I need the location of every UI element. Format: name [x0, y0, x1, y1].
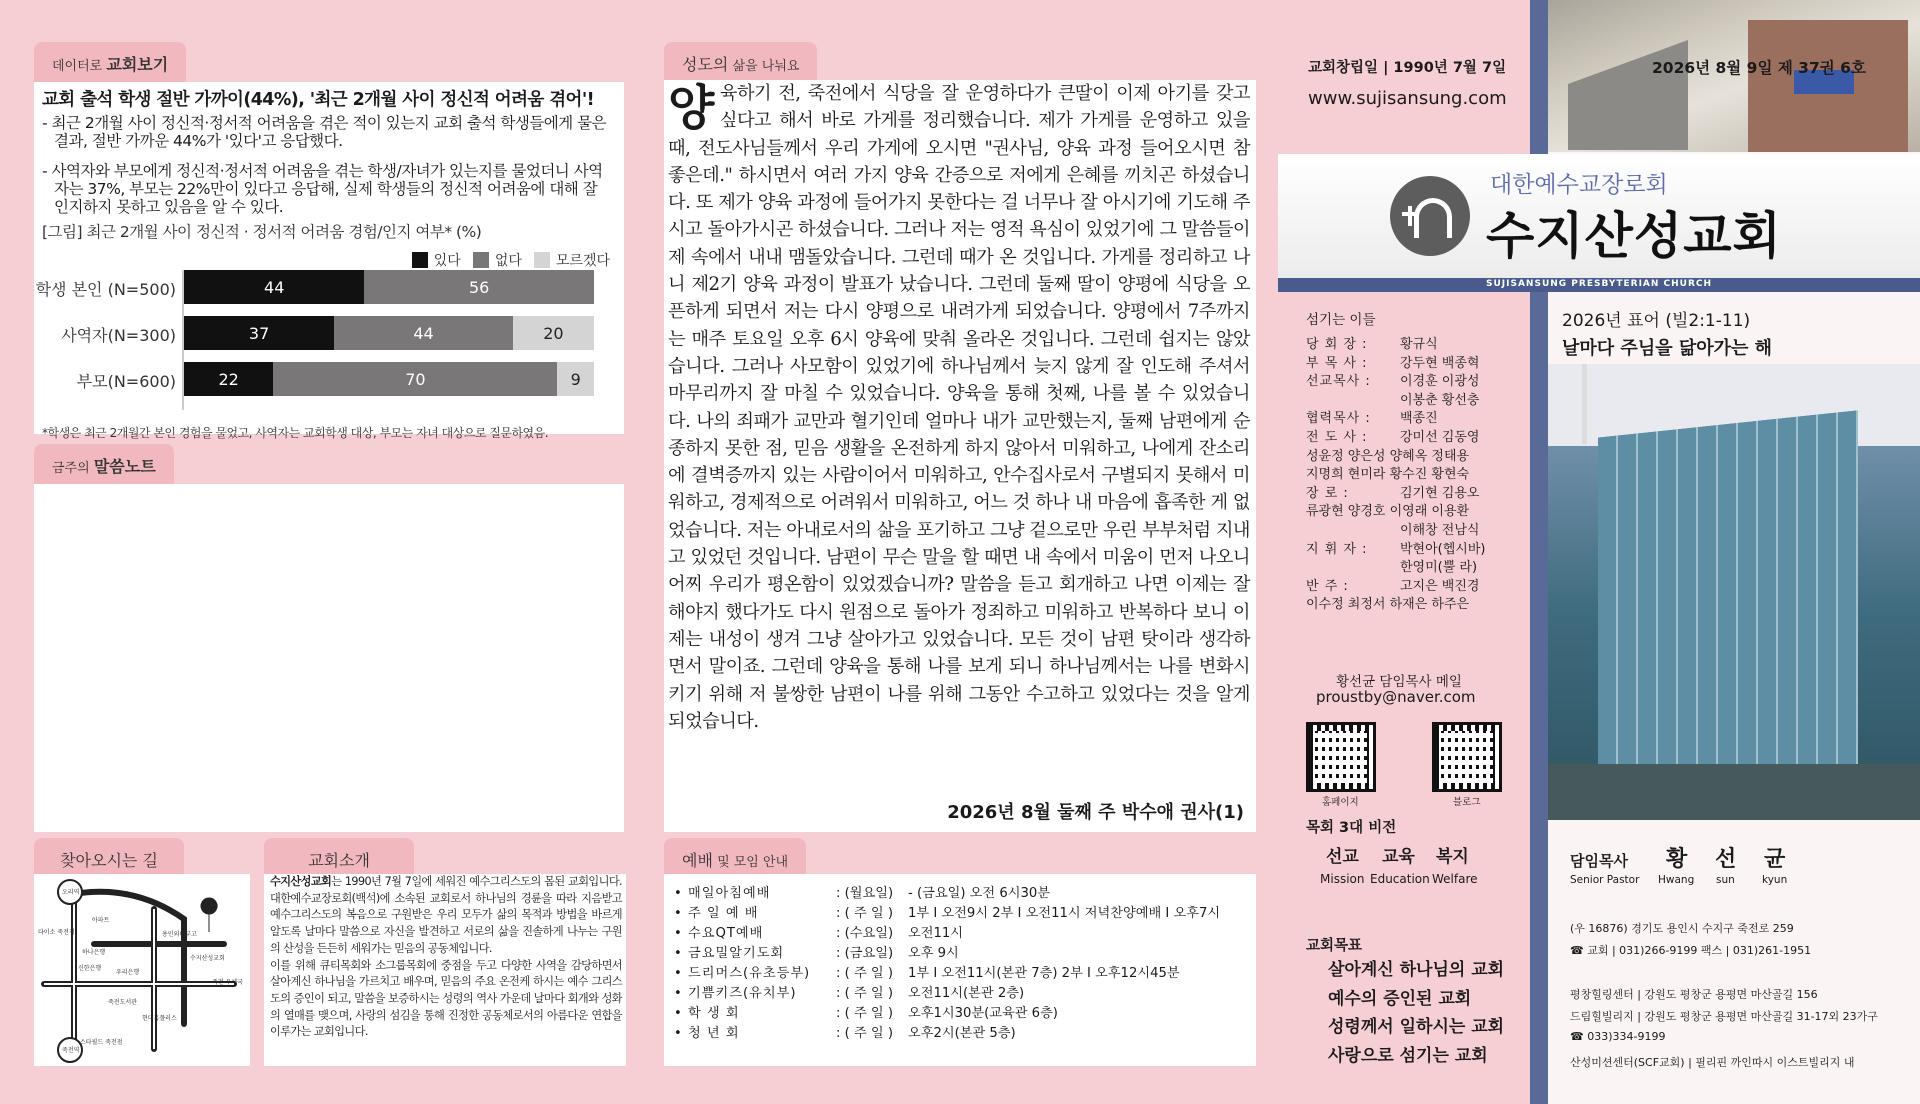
staff-row — [1306, 522, 1546, 541]
pastor-email[interactable]: proustby@naver.com — [1316, 688, 1476, 706]
staff-names: 지명희 현미라 황수진 황현숙 — [1306, 467, 1470, 483]
vision-item-mission: 선교 — [1326, 847, 1359, 867]
schedule-day: : ( 주 일 ) — [836, 966, 893, 981]
svg-text:오리역: 오리역 — [62, 889, 80, 896]
schedule-name: 기쁨키즈(유치부) — [688, 986, 797, 1001]
goal-item: 예수의 증인된 교회 — [1328, 988, 1472, 1009]
vision-en-welfare: Welfare — [1432, 872, 1478, 886]
goals-list — [1328, 956, 1504, 1070]
vision-en-mission: Mission — [1320, 872, 1365, 886]
svg-text:스타필드 죽전점: 스타필드 죽전점 — [80, 1039, 123, 1046]
bullet-icon: • — [674, 986, 682, 1001]
staff-names: 고지은 백진경 — [1400, 578, 1480, 594]
schedule-row — [674, 984, 1254, 1004]
sermon-note-tab: 금주의 말씀노트 — [34, 444, 174, 484]
staff-row — [1306, 410, 1546, 429]
schedule-name: 매일아침예배 — [688, 886, 771, 901]
arch-icon — [1414, 198, 1452, 238]
staff-names: 김기현 김용오 — [1400, 485, 1480, 501]
bar-category-label: 학생 본인 (N=500) — [35, 280, 176, 299]
cross-tower-icon — [1582, 364, 1587, 444]
cross-icon — [1408, 206, 1412, 226]
schedule-day: : ( 주 일 ) — [836, 986, 893, 1001]
staff-names: 이봉춘 황선충 — [1400, 392, 1480, 408]
svg-text:용인외대부고: 용인외대부고 — [162, 931, 197, 938]
pastor-name-1: 황 — [1666, 847, 1688, 872]
center-phone: ☎ 033)334-9199 — [1570, 1030, 1666, 1043]
phone-icon: ☎ — [1570, 1030, 1588, 1043]
chart-footnote: *학생은 최근 2개월간 본인 경험을 물었고, 사역자는 교회학생 대상, 부모는 자녀 대상으로 질문하였음. — [42, 426, 549, 440]
pastor-name-en-3: kyun — [1762, 874, 1788, 886]
bar-segment — [184, 270, 364, 304]
bullet-icon: • — [674, 1026, 682, 1041]
goal-item: 성령께서 일하시는 교회 — [1328, 1017, 1505, 1037]
issue-date: 2026년 8월 9일 제 37권 6호 — [1652, 59, 1866, 77]
stacked-bar-chart — [34, 270, 624, 420]
pastor-name-2: 선 — [1715, 847, 1737, 872]
map-svg — [34, 874, 250, 1066]
staff-row — [1306, 392, 1546, 411]
staff-row — [1306, 503, 1546, 522]
legend-item-unknown: 모르겠다 — [534, 250, 610, 270]
english-name-bar — [1278, 278, 1920, 292]
homepage-qr-code[interactable] — [1306, 722, 1376, 792]
stacked-bar — [184, 316, 594, 350]
testimony-signature: 2026년 8월 둘째 주 박수애 권사(1) — [947, 802, 1244, 823]
schedule-day: : (수요일) — [836, 926, 894, 941]
schedule-day: : (금요일) — [836, 946, 894, 961]
pastor-email-label: 황선균 담임목사 메일 — [1336, 674, 1462, 690]
qr-blog-label: 블로그 — [1453, 797, 1481, 808]
bar-row — [34, 270, 624, 304]
church-location-pin — [201, 898, 217, 932]
bar-data-label: 44 — [264, 277, 285, 297]
staff-role — [1306, 392, 1400, 411]
schedule-list — [674, 884, 1254, 1044]
staff-names: 박현아(헵시바) — [1400, 541, 1486, 557]
bar-data-label: 56 — [469, 277, 490, 297]
schedule-row — [674, 1024, 1254, 1044]
bar-data-label: 22 — [218, 369, 239, 389]
schedule-name: 금요밀알기도회 — [688, 946, 785, 961]
staff-role: 반 주 : — [1306, 578, 1349, 594]
schedule-row — [674, 964, 1254, 984]
schedule-day: : ( 주 일 ) — [836, 906, 893, 921]
staff-row — [1306, 541, 1546, 560]
bullet-icon: • — [674, 926, 682, 941]
svg-text:다이소 죽전점: 다이소 죽전점 — [38, 929, 75, 936]
svg-text:신한은행: 신한은행 — [78, 965, 102, 972]
qr-home-label: 홈페이지 — [1322, 797, 1359, 808]
staff-row — [1306, 448, 1546, 467]
bar-segment — [273, 362, 557, 396]
mission-center: 산성미션센터(SCF교회) | 필리핀 까인따시 이스트빌리지 내 — [1570, 1056, 1855, 1069]
staff-row — [1306, 336, 1546, 355]
staff-role: 장 로 : — [1306, 485, 1349, 501]
svg-text:하나은행: 하나은행 — [82, 949, 106, 956]
drop-cap: 양 — [668, 80, 714, 136]
denomination: 대한예수교장로회 — [1490, 172, 1668, 198]
sermon-note-panel[interactable] — [34, 484, 624, 832]
testimony-body: 양육하기 전, 죽전에서 식당을 잘 운영하다가 큰딸이 이제 아기를 갖고 싶다고 해서 바로 가게를 정리했습니다. 제가 가게를 운영하고 있을 때, 전도사님들께서 우리 가게에 오시면 "권사님, 양육 과정 들어오시면 참 좋은데." 하시면서 여러 가지 양육 간증으로 저에게 은혜를 끼치곤 하셨습니다. 또 제가 양육 과정에 들어가지 못한다는 걸 너무나 잘 아시기에 기도해 주시고 돌아가시곤 하셨습니다. 그러나 저는 영적 욕심이 있었기에 그 말씀들이 제 속에서 내내 맴돌았습니다. 그런데 때가 온 것입니다. 가게를 정리하고 나니 제2기 양육 과정이 발표가 났습니다. 그런데 둘째 딸이 양평에 식당을 오픈하게 되면서 저는 다시 양평으로 내려가게 되었습니다. 양평에서 7주까지는 매주 토요일 오후 6시 양육에 맞춰 올라온 것입니다. 그런데 쉽지는 않았습니다. 그러나 사모함이 있었기에 하나님께서 늦지 않게 잘 인도해 주셔서 마무리까지 잘 마칠 수 있었습니다. 양육을 통해 첫째, 나를 볼 수 있었습니다. 나의 죄패가 교만과 혈기인데 얼마나 내가 교만했는지, 둘째 남편에게 순종하지 못한 점, 믿음 생활을 온전하게 하지 않아서 미워하고, 나에게 잔소리에 결벽증까지 있는 사람이어서 미워하고, 안수집사로서 구별되지 못해서 미워하고, 경제적으로 어려워서 미워하고, 어느 것 하나 내 마음에 흡족한 게 없었습니다. 저는 아내로서의 삶을 포기하고 그냥 겉으로만 우린 부부처럼 지내고 있었던 것입니다. 남편이 무슨 말을 할 때면 내 속에서 미움이 먼저 나오니 어찌 우리가 평온함이 있었겠습니까? 말씀을 듣고 회개하고 나면 이제는 잘해야지 했다가도 다시 원점으로 돌아가 정죄하고 미워하고 반복하다 보니 이제는 내성이 생겨 그냥 살아가고 있었습니다. 모든 것이 남편 탓이라 생각하면서 말이죠. 그런데 양육을 통해 나를 보게 되니 하나님께서는 나를 변화시키기 위해 저 불쌍한 남편이 나를 위해 그동안 수고하고 있었다는 것을 알게 되었습니다. — [668, 80, 1250, 732]
schedule-time: 오후2시(본관 5층) — [908, 1026, 1016, 1041]
goal-item: 살아계신 하나님의 교회 — [1328, 960, 1505, 980]
staff-list — [1306, 336, 1546, 615]
staff-role: 부 목 사 : — [1306, 355, 1368, 371]
schedule-row — [674, 904, 1254, 924]
svg-text:죽전 우체국: 죽전 우체국 — [212, 979, 243, 986]
motto-label: 2026년 표어 (빌2:1-11) — [1562, 311, 1751, 331]
bar-segment — [364, 270, 594, 304]
legend-item-no: 없다 — [473, 250, 522, 270]
staff-names: 한영미(뿔 라) — [1400, 560, 1478, 576]
bar-category-label: 사역자(N=300) — [61, 326, 176, 345]
staff-row — [1306, 485, 1546, 504]
bar-segment — [513, 316, 594, 350]
pastor-name-3: 균 — [1764, 847, 1786, 872]
bar-category-label: 부모(N=600) — [76, 372, 176, 391]
cross-bar-icon — [1402, 212, 1418, 216]
bullet-icon: • — [674, 946, 682, 961]
goal-item: 사랑으로 섬기는 교회 — [1328, 1045, 1488, 1066]
schedule-day: : ( 주 일 ) — [836, 1026, 893, 1041]
glass-facade — [1598, 410, 1858, 807]
data-bullet-1: - 최근 2개월 사이 정신적·정서적 어려움을 겪은 적이 있는지 교회 출석 학생들에게 물은 결과, 절반 가까운 44%가 '있다'고 응답했다. — [42, 114, 607, 150]
bullet-icon: • — [674, 906, 682, 921]
schedule-name: 주 일 예 배 — [688, 906, 759, 921]
staff-role: 선교목사 : — [1306, 374, 1371, 390]
staff-role — [1306, 522, 1400, 541]
schedule-name: 드리머스(유초등부) — [688, 966, 811, 981]
pastor-label-en: Senior Pastor — [1570, 874, 1640, 886]
schedule-time: 1부 I 오전9시 2부 I 오전11시 저녁찬양예배 I 오후7시 — [908, 906, 1221, 921]
stacked-bar — [184, 362, 594, 396]
schedule-row — [674, 884, 1254, 904]
phone-icon: ☎ — [1570, 944, 1588, 957]
street-level — [1548, 764, 1920, 820]
church-building-photo — [1548, 364, 1920, 820]
staff-names: 강두현 백종혁 — [1400, 355, 1480, 371]
pastor-name-en-1: Hwang — [1658, 874, 1695, 886]
staff-role: 전 도 사 : — [1306, 429, 1368, 445]
bar-segment — [184, 316, 334, 350]
schedule-name: 수요QT예배 — [688, 926, 764, 941]
data-headline: 교회 출석 학생 절반 가까이(44%), '최근 2개월 사이 정신적 어려움 겪어'! — [42, 90, 594, 110]
church-intro-text: 수지산성교회는 1990년 7월 7일에 세워진 예수그리스도의 몸된 교회입니다. 대한예수교장로회(백석)에 소속된 교회로서 하나님의 경륜을 따라 지음받고 예수그리스도의 복음으로 구원받은 우리 모두가 삶의 목적과 방법을 바르게 알도록 날마다 말씀으로 자신을 발견하고 서로의 삶을 진솔하게 나누는 구원의 산성을 든든히 세워가는 믿음의 공동체입니다. 이를 위해 큐티목회와 소그룹목회에 중점을 두고 다양한 사역을 감당하면서 살아계신 하나님을 가르치고 배우며, 믿음의 주요 온전케 하시는 예수 그리스도의 증인이 되고, 말씀을 보증하시는 성령의 역사 가운데 날마다 회개와 성화의 열매를 맺으며, 사랑의 섬김을 통해 진정한 공동체로서의 아름다운 연합을 이루가는 교회입니다. — [270, 875, 622, 1039]
staff-role: 협력목사 : — [1306, 411, 1371, 427]
staff-title: 섬기는 이들 — [1306, 312, 1376, 328]
figure-caption: [그림] 최근 2개월 사이 정신적 · 정서적 어려움 경험/인지 여부* (%) — [42, 223, 482, 241]
data-section-tab: 데이터로 교회보기 — [34, 42, 186, 82]
staff-names: 류광현 양경호 이영래 이용환 — [1306, 504, 1470, 520]
founding-date: 교회창립일 | 1990년 7월 7일 — [1308, 60, 1507, 76]
schedule-name: 청 년 회 — [688, 1026, 740, 1041]
vision-title: 목회 3대 비전 — [1306, 820, 1397, 836]
bar-segment — [334, 316, 513, 350]
church-logo-icon — [1390, 176, 1470, 256]
staff-names: 황규식 — [1400, 337, 1438, 352]
schedule-row — [674, 1004, 1254, 1024]
svg-text:아파트: 아파트 — [92, 917, 110, 924]
schedule-row — [674, 944, 1254, 964]
church-name-english: SUJISANSUNG PRESBYTERIAN CHURCH — [1486, 279, 1713, 289]
schedule-time: - (금요일) 오전 6시30분 — [908, 886, 1050, 901]
testimony-tab: 성도의 삶을 나눠요 — [664, 42, 817, 82]
staff-names: 이수정 최정서 하재은 하주은 — [1306, 597, 1470, 613]
svg-text:우리은행: 우리은행 — [116, 969, 140, 976]
bar-segment — [557, 362, 594, 396]
bullet-icon: • — [674, 1006, 682, 1021]
goals-title: 교회목표 — [1306, 938, 1363, 954]
staff-row — [1306, 355, 1546, 374]
vision-item-education: 교육 — [1382, 847, 1415, 867]
schedule-day: : ( 주 일 ) — [836, 1006, 893, 1021]
schedule-time: 오후 9시 — [908, 946, 959, 961]
bar-row — [34, 316, 624, 350]
chart-legend — [412, 250, 610, 270]
schedule-time: 오후1시30분(교육관 6층) — [908, 1006, 1058, 1021]
svg-text:죽전도서관: 죽전도서관 — [108, 999, 137, 1006]
bar-data-label: 44 — [413, 323, 434, 343]
data-bullet-2: - 사역자와 부모에게 정신적·정서적 어려움을 겪는 학생/자녀가 있는지를 물었더니 사역자는 37%, 부모는 22%만이 있다고 응답해, 실제 학생들의 정신적 어려움에 대해 잘 인지하지 못하고 있음을 알 수 있다. — [42, 162, 603, 216]
vision-en-education: Education — [1370, 872, 1430, 886]
staff-names: 이해창 전남식 — [1400, 522, 1480, 538]
church-phone: ☎ 교회 | 031)266-9199 팩스 | 031)261-1951 — [1570, 944, 1812, 957]
bar-row — [34, 362, 624, 396]
bar-data-label: 37 — [248, 323, 270, 343]
staff-row — [1306, 559, 1546, 578]
bar-data-label: 20 — [543, 323, 564, 343]
staff-role: 지 휘 자 : — [1306, 541, 1368, 557]
motto: 날마다 주님을 닮아가는 해 — [1562, 338, 1773, 359]
bullet-icon: • — [674, 966, 682, 981]
pastor-label: 담임목사 — [1570, 852, 1628, 870]
schedule-time: 1부 I 오전11시(본관 7층) 2부 I 오후12시45분 — [908, 966, 1180, 981]
bullet-icon: • — [674, 886, 682, 901]
pastor-name-en-2: sun — [1716, 874, 1735, 886]
schedule-day: : (월요일) — [836, 886, 894, 901]
schedule-row — [674, 924, 1254, 944]
staff-row — [1306, 373, 1546, 392]
vision-item-welfare: 복지 — [1436, 847, 1469, 867]
staff-row — [1306, 466, 1546, 485]
website-link[interactable]: www.sujisansung.com — [1308, 88, 1507, 109]
staff-role: 당 회 장 : — [1306, 337, 1368, 352]
dream-village: 드림힐빌리지 | 강원도 평창군 용평면 마산골길 31-17외 23가구 — [1570, 1010, 1878, 1023]
church-address: (우 16876) 경기도 용인시 수지구 죽전로 259 — [1570, 922, 1794, 935]
schedule-tab: 예배 및 모임 안내 — [664, 838, 806, 878]
staff-row — [1306, 578, 1546, 597]
bar-data-label: 70 — [405, 369, 426, 389]
intro-tab: 교회소개 — [264, 838, 414, 878]
directions-tab: 찾아오시는 길 — [34, 838, 184, 878]
staff-row — [1306, 596, 1546, 615]
staff-names: 이경훈 이광성 — [1400, 374, 1480, 390]
blog-qr-code[interactable] — [1432, 722, 1502, 792]
staff-role — [1306, 559, 1400, 578]
svg-text:현대홈플러스: 현대홈플러스 — [142, 1015, 177, 1022]
healing-center: 평창힐링센터 | 강원도 평창군 용평면 마산골길 156 — [1570, 988, 1818, 1001]
schedule-time: 오전11시(본관 2층) — [908, 986, 1025, 1001]
bar-data-label: 9 — [570, 369, 581, 389]
stacked-bar — [184, 270, 594, 304]
svg-text:수지산성교회: 수지산성교회 — [190, 955, 225, 962]
legend-item-yes: 있다 — [412, 250, 461, 270]
directions-map[interactable] — [34, 874, 250, 1066]
staff-row — [1306, 429, 1546, 448]
schedule-name: 학 생 회 — [688, 1006, 740, 1021]
staff-names: 성윤정 양은성 양혜옥 정태용 — [1306, 448, 1470, 464]
svg-text:죽전역: 죽전역 — [62, 1047, 80, 1054]
staff-names: 강미선 김동영 — [1400, 429, 1480, 445]
staff-names: 백종진 — [1400, 411, 1438, 427]
bar-segment — [184, 362, 273, 396]
data-section-panel — [34, 82, 624, 440]
church-name: 수지산성교회 — [1486, 207, 1782, 265]
schedule-time: 오전11시 — [908, 926, 963, 941]
